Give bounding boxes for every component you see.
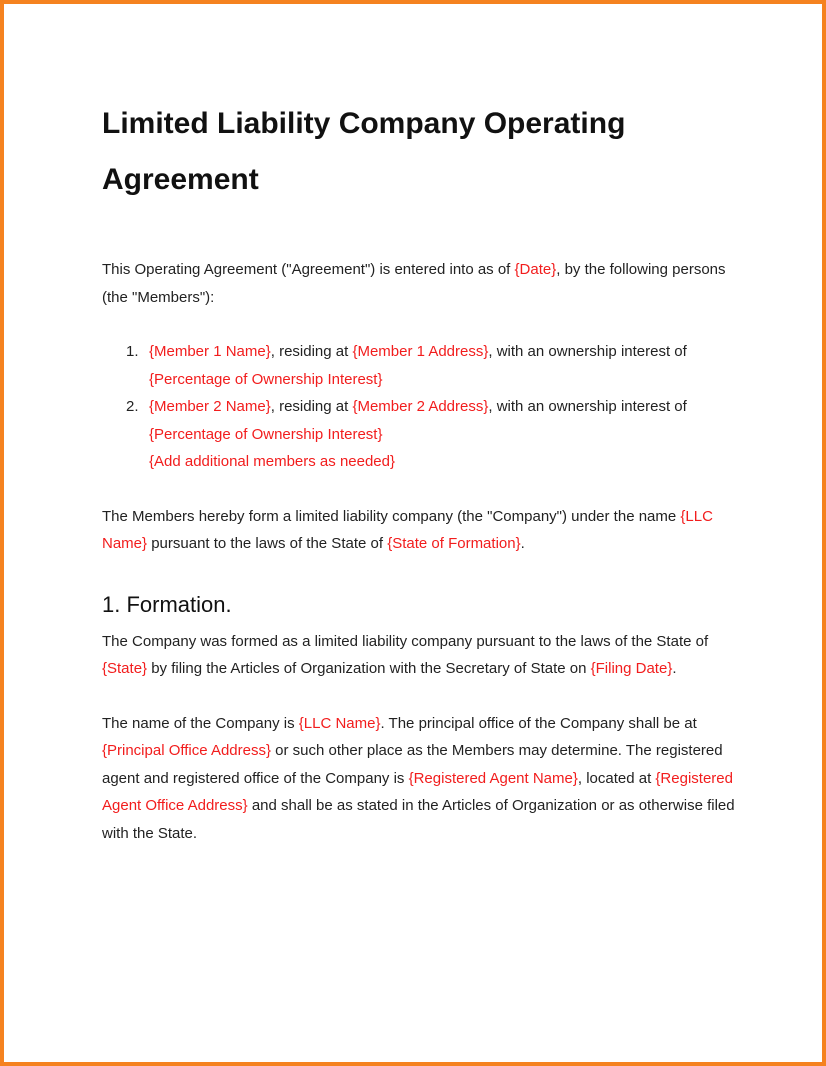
section-paragraph: [102, 710, 742, 848]
member-text: , with an ownership interest of: [488, 398, 687, 415]
state-of-formation-placeholder: {State of Formation}: [387, 535, 521, 552]
registered-agent-address-placeholder: {Registered Agent Office Address}: [102, 769, 733, 814]
intro-text: This Operating Agreement ("Agreement") is entered into as of: [102, 261, 515, 278]
section-text: and shall be as stated in the Articles of Organization or as otherwise filed with the State.: [102, 797, 735, 842]
list-number: 1.: [126, 343, 139, 360]
document-body: [102, 96, 742, 847]
list-item: [102, 393, 742, 476]
formation-paragraph: [102, 503, 742, 558]
member-text: , residing at: [270, 398, 353, 415]
member-text: , residing at: [270, 343, 353, 360]
section-text: .: [672, 660, 677, 677]
section-text: or such other place as the Members may determine. The registered agent and registered office of the Company is: [102, 742, 723, 787]
section-paragraph: [102, 628, 742, 683]
section-heading: 1. Formation.: [102, 591, 232, 617]
filing-date-placeholder: {Filing Date}: [590, 660, 673, 677]
member-name-placeholder: {Member 1 Name}: [149, 343, 271, 360]
date-placeholder: {Date}: [514, 261, 557, 278]
principal-office-placeholder: {Principal Office Address}: [102, 742, 271, 759]
section-text: . The principal office of the Company shall be at: [380, 714, 697, 732]
formation-text: The Members hereby form a limited liability company (the "Company") under the name: [102, 507, 681, 525]
additional-members-placeholder: {Add additional members as needed}: [149, 453, 396, 470]
section-text: , located at: [577, 769, 656, 787]
list-item: [102, 338, 742, 393]
document-title: Limited Liability Company Operating Agreement: [102, 107, 626, 196]
llc-name-placeholder: {LLC Name}: [102, 507, 713, 552]
llc-name-placeholder: {LLC Name}: [298, 714, 381, 732]
section-text: The Company was formed as a limited liability company pursuant to the laws of the State of: [102, 632, 709, 650]
members-list: [102, 338, 742, 476]
ownership-interest-placeholder: {Percentage of Ownership Interest}: [149, 425, 383, 443]
intro-paragraph: [102, 256, 742, 311]
intro-text: , by the following persons (the "Members"):: [102, 261, 726, 306]
list-number: 2.: [126, 398, 139, 415]
registered-agent-name-placeholder: {Registered Agent Name}: [408, 769, 578, 787]
section-text: by filing the Articles of Organization with the Secretary of State on: [147, 660, 591, 677]
formation-text: .: [520, 535, 525, 552]
member-address-placeholder: {Member 1 Address}: [352, 343, 489, 360]
member-name-placeholder: {Member 2 Name}: [149, 398, 271, 415]
state-placeholder: {State}: [102, 660, 148, 677]
section-text: The name of the Company is: [102, 714, 299, 732]
member-text: , with an ownership interest of: [488, 343, 687, 360]
ownership-interest-placeholder: {Percentage of Ownership Interest}: [149, 370, 383, 388]
formation-text: pursuant to the laws of the State of: [147, 535, 388, 552]
member-address-placeholder: {Member 2 Address}: [352, 398, 489, 415]
